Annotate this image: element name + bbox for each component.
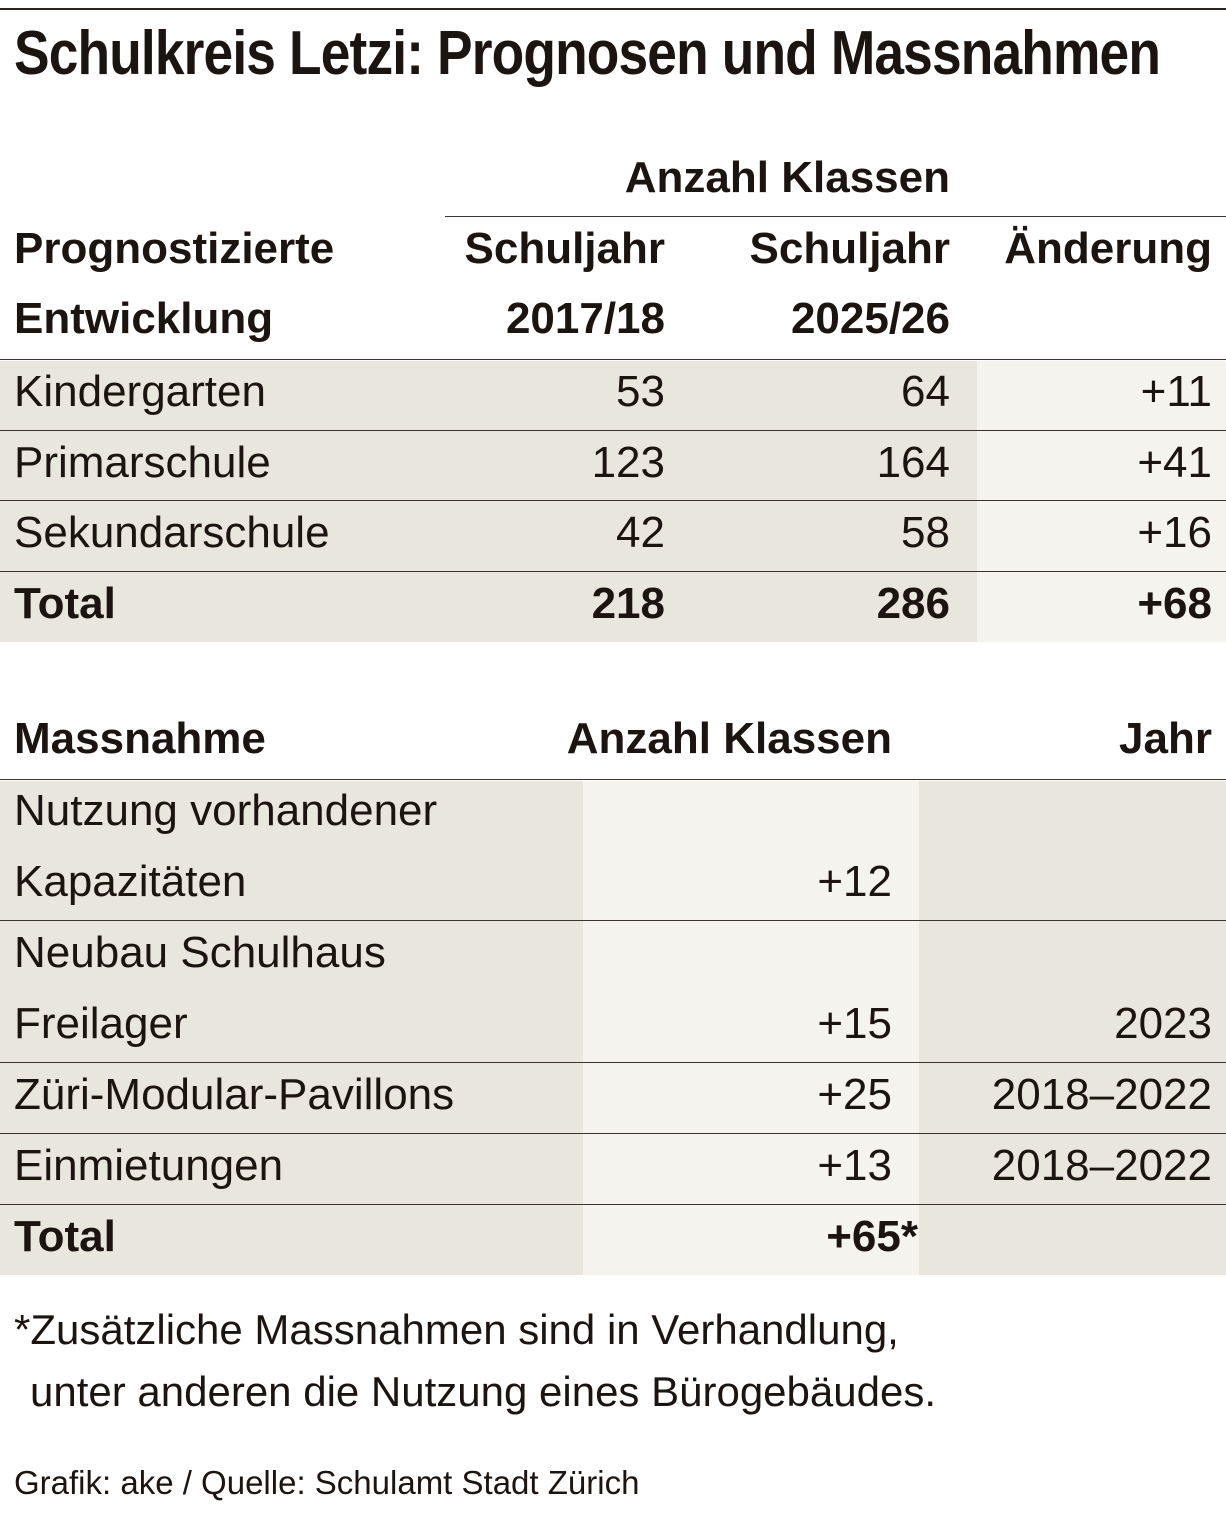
col-header-2025-line1: Schuljahr [749, 224, 950, 273]
col-header-aenderung: Änderung [1004, 224, 1212, 273]
measure-jahr-einmietungen: 2018–2022 [991, 1141, 1212, 1190]
value-total-2017: 218 [591, 579, 665, 628]
row-rule [0, 500, 1226, 501]
row-rule [0, 430, 1226, 431]
measure-label-pavillons: Züri-Modular-Pavillons [14, 1070, 455, 1119]
group-header-anzahl-klassen: Anzahl Klassen [624, 153, 950, 202]
group-header-rule [445, 216, 1226, 217]
col-header-2017-line1: Schuljahr [464, 224, 665, 273]
row-label-primarschule: Primarschule [14, 438, 271, 487]
row-label-kindergarten: Kindergarten [14, 367, 266, 416]
row-rule [0, 1062, 1226, 1063]
value-kindergarten-change: +11 [1140, 367, 1212, 416]
value-sekundarschule-2025: 58 [901, 508, 950, 557]
col-header-jahr: Jahr [1119, 714, 1212, 763]
value-total-2025: 286 [876, 579, 950, 628]
col-header-massnahme: Massnahme [14, 714, 266, 763]
value-kindergarten-2017: 53 [616, 367, 665, 416]
source-credit: Grafik: ake / Quelle: Schulamt Stadt Zürich [14, 1464, 640, 1501]
row-rule [0, 1133, 1226, 1134]
value-sekundarschule-change: +16 [1137, 508, 1212, 557]
footnote-line1: *Zusätzliche Massnahmen sind in Verhandlung, [14, 1306, 899, 1353]
measure-klassen-freilager: +15 [817, 999, 892, 1048]
row-rule [0, 359, 1226, 360]
value-kindergarten-2025: 64 [901, 367, 950, 416]
value-primarschule-change: +41 [1137, 438, 1212, 487]
col-header-entwicklung-line2: Entwicklung [14, 294, 274, 343]
measure-total-klassen: +65* [826, 1212, 918, 1261]
row-rule [0, 571, 1226, 572]
measure-jahr-freilager: 2023 [1114, 999, 1212, 1048]
measure-label-line1: Nutzung vorhandener [14, 786, 438, 835]
row-rule [0, 920, 1226, 921]
value-primarschule-2025: 164 [876, 438, 950, 487]
top-rule [0, 8, 1226, 10]
value-total-change: +68 [1137, 579, 1212, 628]
col-header-anzahl-klassen: Anzahl Klassen [566, 714, 892, 763]
measure-total-label: Total [14, 1212, 116, 1261]
row-rule [0, 779, 1226, 780]
row-label-total: Total [14, 579, 116, 628]
value-sekundarschule-2017: 42 [616, 508, 665, 557]
measure-klassen-pavillons: +25 [817, 1070, 892, 1119]
col-header-2025-line2: 2025/26 [790, 294, 950, 343]
measure-label-line1: Neubau Schulhaus [14, 928, 386, 977]
page-title: Schulkreis Letzi: Prognosen und Massnahmen [14, 19, 1161, 88]
col-header-2017-line2: 2017/18 [505, 294, 665, 343]
measure-klassen-einmietungen: +13 [817, 1141, 892, 1190]
row-rule [0, 1204, 1226, 1205]
measure-label-line2: Kapazitäten [14, 857, 247, 906]
col-header-entwicklung-line1: Prognostizierte [14, 224, 335, 273]
value-primarschule-2017: 123 [591, 438, 665, 487]
row-label-sekundarschule: Sekundarschule [14, 508, 330, 557]
footnote-line2: unter anderen die Nutzung eines Bürogebäudes. [30, 1368, 936, 1415]
measure-label-einmietungen: Einmietungen [14, 1141, 284, 1190]
measure-klassen-kapazitaeten: +12 [817, 857, 892, 906]
measure-jahr-pavillons: 2018–2022 [991, 1070, 1212, 1119]
measure-label-line2: Freilager [14, 999, 188, 1048]
